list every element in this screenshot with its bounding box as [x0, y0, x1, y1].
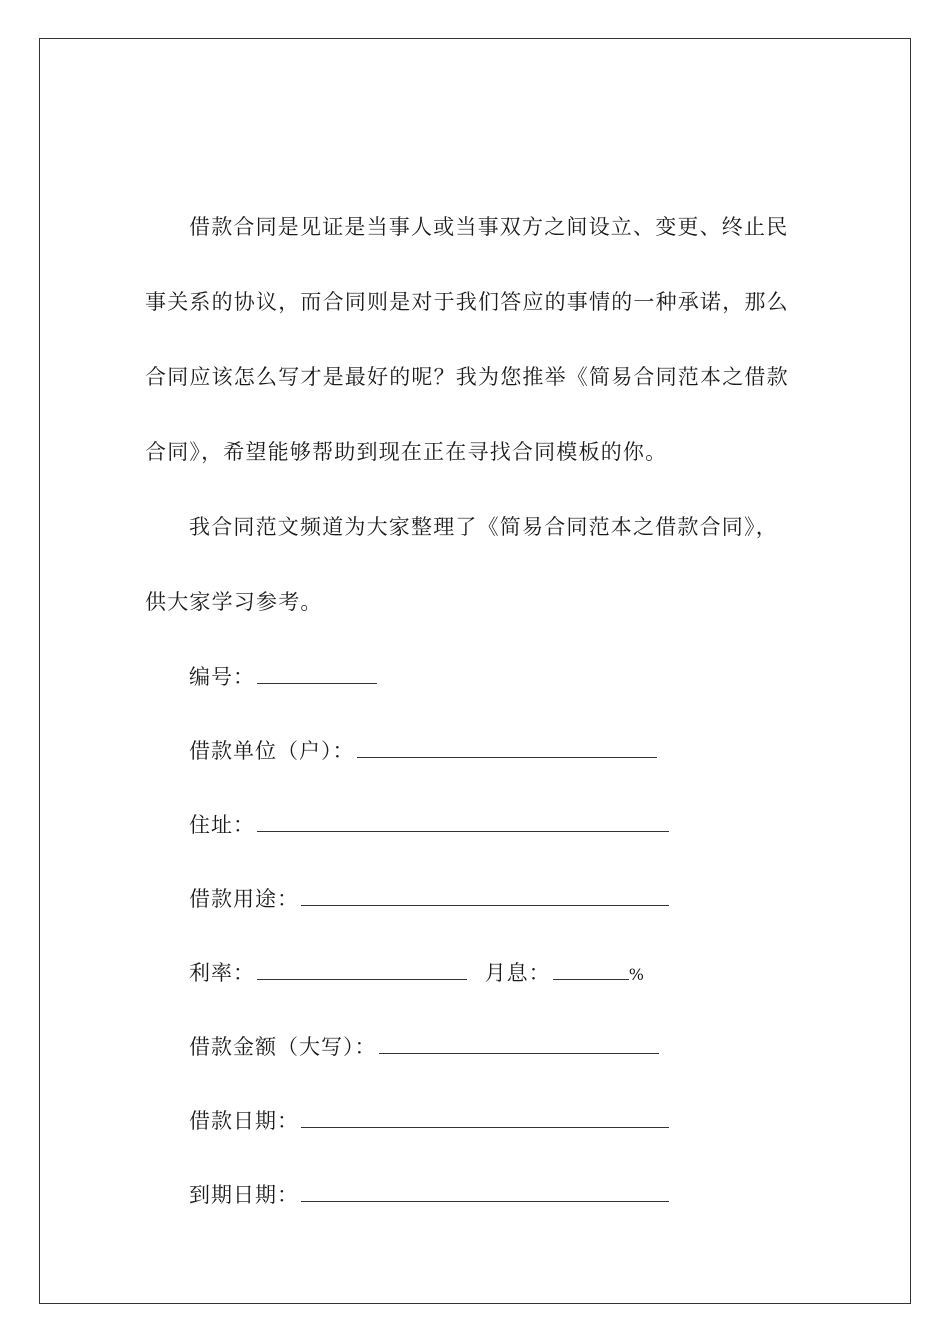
intro-line-4: 合同》，希望能够帮助到现在正在寻找合同模板的你。: [145, 440, 668, 464]
field-amount-blank[interactable]: [379, 1033, 659, 1054]
field-address: [145, 788, 795, 862]
field-purpose-label: 借款用途：: [189, 887, 299, 911]
field-number-blank[interactable]: [257, 663, 377, 684]
field-rate: [145, 936, 795, 1010]
field-due-date-blank[interactable]: [301, 1181, 669, 1202]
field-amount-label: 借款金额（大写）：: [189, 1035, 377, 1059]
field-number: [145, 640, 795, 714]
intro-line-3: 合同应该怎么写才是最好的呢？我为您推举《简易合同范本之借款: [145, 365, 789, 389]
field-due-date-label: 到期日期：: [189, 1183, 299, 1207]
intro-paragraph: [145, 190, 795, 490]
field-monthly-rate-blank[interactable]: [553, 959, 629, 980]
intro-line-2: 事关系的协议，而合同则是对于我们答应的事情的一种承诺，那么: [145, 290, 789, 314]
field-purpose: [145, 862, 795, 936]
field-due-date: [145, 1158, 795, 1232]
field-purpose-blank[interactable]: [301, 885, 669, 906]
field-rate-blank[interactable]: [257, 959, 467, 980]
intro2-paragraph: [145, 490, 795, 640]
intro-line-1: 借款合同是见证是当事人或当事双方之间设立、变更、终止民: [189, 215, 789, 239]
field-address-label: 住址：: [189, 813, 255, 837]
field-rate-label: 利率：: [189, 961, 255, 985]
field-loan-date-blank[interactable]: [301, 1107, 669, 1128]
field-amount: [145, 1010, 795, 1084]
field-percent-sign: %: [628, 965, 645, 984]
intro2-line-1: 我合同范文频道为大家整理了《简易合同范本之借款合同》，: [189, 515, 778, 539]
field-address-blank[interactable]: [257, 811, 669, 832]
field-borrower-label: 借款单位（户）：: [189, 739, 355, 763]
field-borrower-blank[interactable]: [357, 737, 657, 758]
field-monthly-rate-label: 月息：: [484, 961, 551, 985]
intro2-line-2: 供大家学习参考。: [145, 590, 323, 614]
field-number-label: 编号：: [189, 665, 255, 689]
document-body: [145, 190, 795, 1232]
field-loan-date-label: 借款日期：: [189, 1109, 299, 1133]
field-loan-date: [145, 1084, 795, 1158]
field-borrower: [145, 714, 795, 788]
